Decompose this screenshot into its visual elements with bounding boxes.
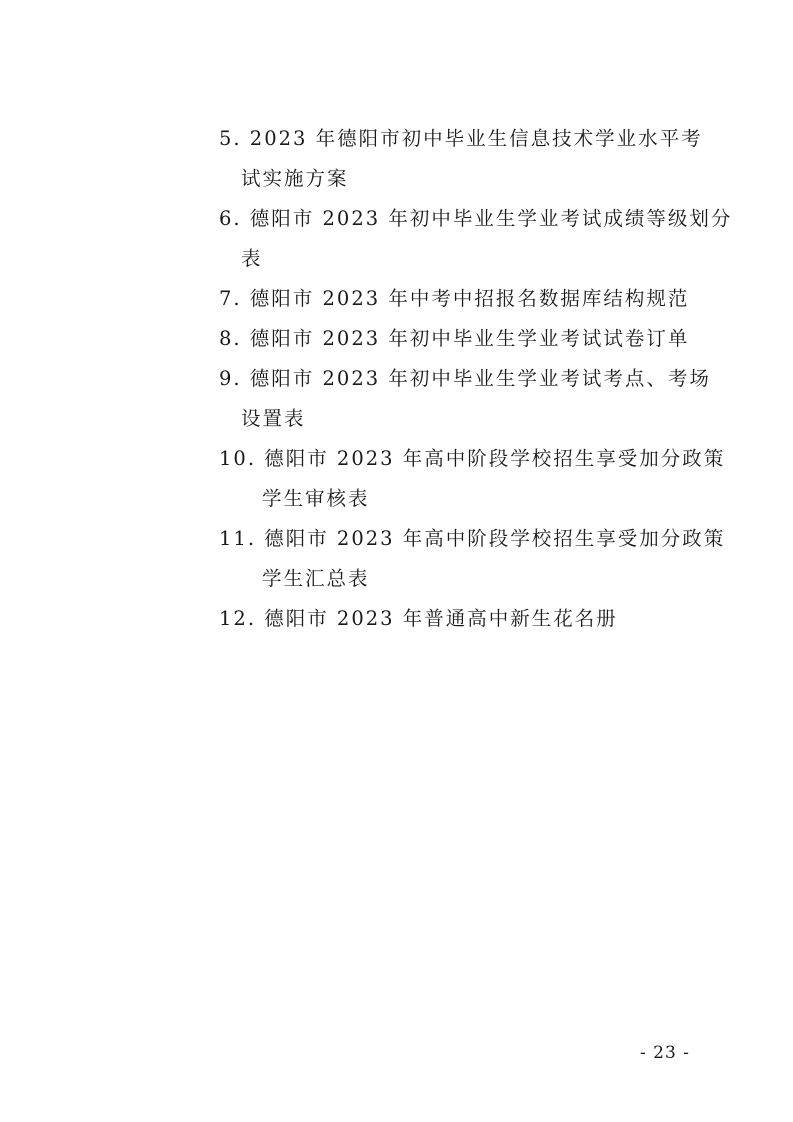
- list-item-8: 8. 德阳市 2023 年初中毕业生学业考试试卷订单: [219, 327, 690, 350]
- list-item-10: 10. 德阳市 2023 年高中阶段学校招生享受加分政策: [219, 447, 726, 470]
- list-item-6-continuation: 表: [241, 247, 263, 270]
- list-item-12: 12. 德阳市 2023 年普通高中新生花名册: [219, 607, 618, 630]
- list-item-7: 7. 德阳市 2023 年中考中招报名数据库结构规范: [219, 287, 690, 310]
- list-item-5: 5. 2023 年德阳市初中毕业生信息技术学业水平考: [219, 127, 703, 150]
- list-item-9: 9. 德阳市 2023 年初中毕业生学业考试考点、考场: [219, 367, 711, 390]
- page-number: - 23 -: [640, 1043, 690, 1063]
- list-item-5-continuation: 试实施方案: [241, 167, 349, 190]
- list-item-11-continuation: 学生汇总表: [262, 567, 370, 590]
- list-item-9-continuation: 设置表: [241, 407, 306, 430]
- list-item-6: 6. 德阳市 2023 年初中毕业生学业考试成绩等级划分: [219, 207, 733, 230]
- list-item-10-continuation: 学生审核表: [262, 487, 370, 510]
- list-item-11: 11. 德阳市 2023 年高中阶段学校招生享受加分政策: [219, 527, 726, 550]
